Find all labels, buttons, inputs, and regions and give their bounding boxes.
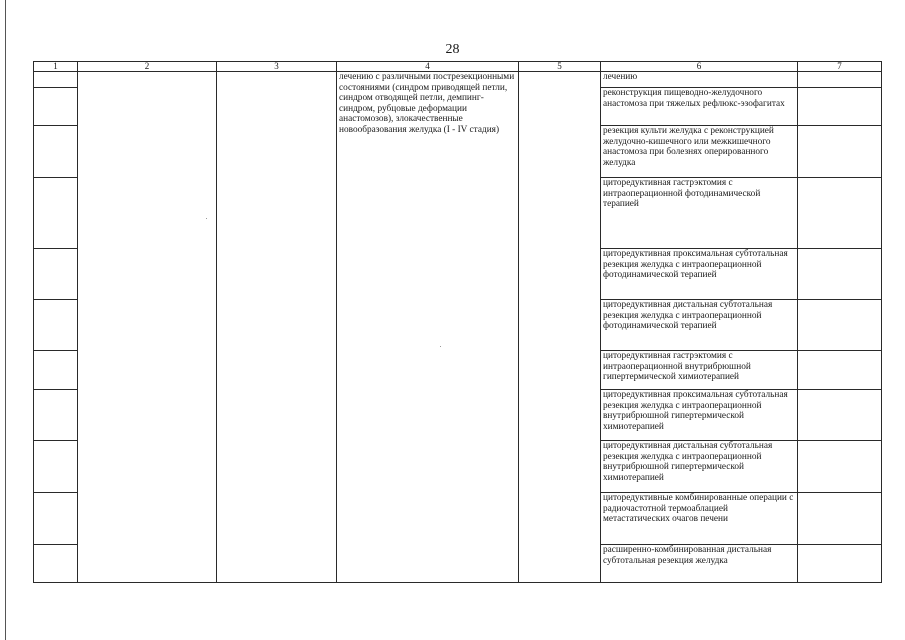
cell-col7 (798, 300, 882, 351)
cell-col7 (798, 351, 882, 390)
cell-col7 (798, 72, 882, 88)
cell-col7 (798, 493, 882, 545)
scan-speck (206, 218, 207, 219)
cell-procedure: циторедуктивная дистальная субтотальная резекция желудка с интраоперационной фотодинамической терапией (601, 300, 798, 351)
cell-col1 (34, 249, 78, 300)
column-header-1: 1 (34, 62, 78, 72)
cell-procedure: резекция культи желудка с реконструкцией желудочно-кишечного или межкишечного анастомоза при болезнях оперированного желудка (601, 126, 798, 178)
cell-procedure: циторедуктивная проксимальная субтотальная резекция желудка с интраоперационной внутрибрюшной гипертермической химиотерапией (601, 390, 798, 441)
header-row (34, 62, 882, 72)
cell-col1 (34, 545, 78, 583)
column-header-4: 4 (337, 62, 519, 72)
cell-col1 (34, 390, 78, 441)
column-header-6: 6 (601, 62, 798, 72)
page-edge-line (5, 0, 6, 640)
cell-col7 (798, 178, 882, 249)
cell-col7 (798, 249, 882, 300)
procedures-table (33, 61, 882, 583)
cell-procedure: циторедуктивная проксимальная субтотальная резекция желудка с интраоперационной фотодинамической терапией (601, 249, 798, 300)
scan-speck (440, 346, 441, 347)
cell-col1 (34, 300, 78, 351)
cell-col5-merged (519, 72, 601, 583)
cell-procedure: циторедуктивная гастрэктомия с интраоперационной внутрибрюшной гипертермической химиотерапией (601, 351, 798, 390)
column-header-3: 3 (217, 62, 337, 72)
page-number: 28 (445, 42, 460, 57)
cell-col1 (34, 72, 78, 88)
cell-col1 (34, 88, 78, 126)
cell-col1 (34, 178, 78, 249)
cell-col1 (34, 441, 78, 493)
cell-diagnosis-text: лечению с различными пострезекционными состояниями (синдром приводящей петли, синдром отводящей петли, демпинг-синдром, рубцовые деформации анастомозов), злокачественные новообразования желудка (I - IV стадия) (337, 72, 519, 583)
cell-col1 (34, 493, 78, 545)
cell-procedure: циторедуктивные комбинированные операции с радиочастотной термоаблацией метастатических очагов печени (601, 493, 798, 545)
column-header-2: 2 (78, 62, 217, 72)
cell-col7 (798, 390, 882, 441)
cell-col7 (798, 545, 882, 583)
cell-col3-merged (217, 72, 337, 583)
cell-procedure: циторедуктивная гастрэктомия с интраоперационной фотодинамической терапией (601, 178, 798, 249)
cell-col7 (798, 88, 882, 126)
cell-procedure: лечению (601, 72, 798, 88)
cell-procedure: расширенно-комбинированная дистальная субтотальная резекция желудка (601, 545, 798, 583)
column-header-5: 5 (519, 62, 601, 72)
column-header-7: 7 (798, 62, 882, 72)
cell-col1 (34, 351, 78, 390)
cell-col1 (34, 126, 78, 178)
cell-col7 (798, 441, 882, 493)
cell-col7 (798, 126, 882, 178)
cell-procedure: реконструкция пищеводно-желудочного анастомоза при тяжелых рефлюкс-эзофагитах (601, 88, 798, 126)
cell-col2-merged (78, 72, 217, 583)
cell-procedure: циторедуктивная дистальная субтотальная резекция желудка с интраоперационной внутрибрюшной гипертермической химиотерапией (601, 441, 798, 493)
table-row (34, 72, 882, 88)
